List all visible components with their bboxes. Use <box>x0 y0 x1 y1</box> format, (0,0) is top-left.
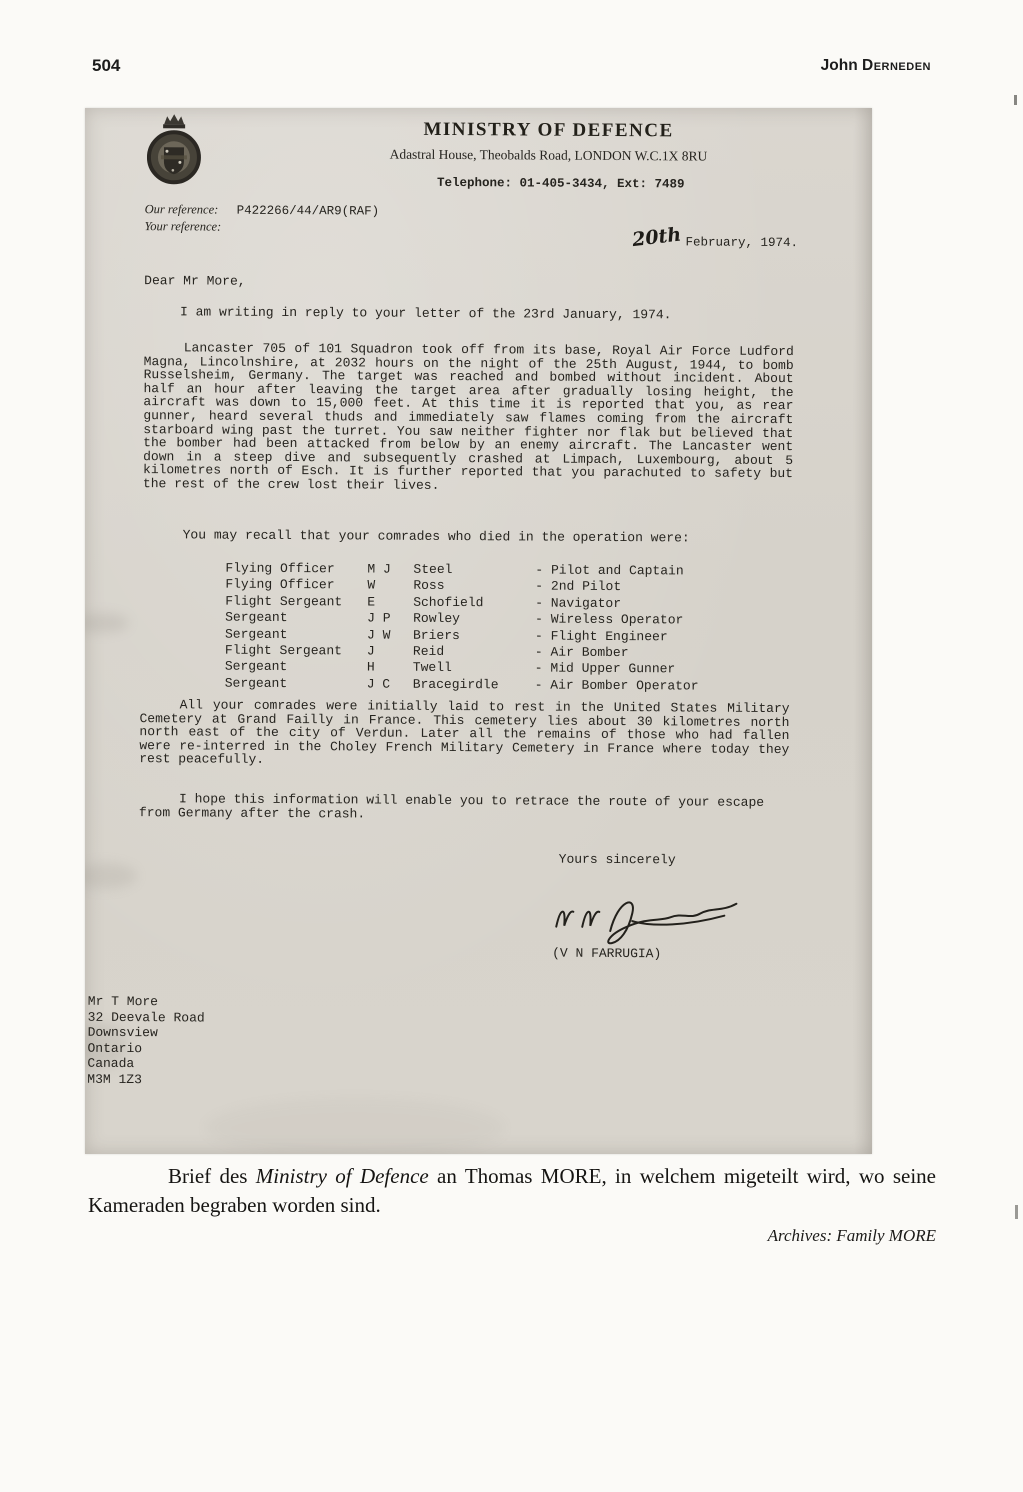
archive-credit: Archives: Family MORE <box>767 1226 936 1245</box>
crew-surname: Schofield <box>413 594 484 611</box>
ministry-title: MINISTRY OF DEFENCE <box>423 118 674 142</box>
crew-surname: Briers <box>412 627 460 643</box>
crew-rank: Sergeant <box>224 626 288 642</box>
ministry-address: Adastral House, Theobalds Road, LONDON W.C.1X 8RU <box>389 146 708 164</box>
closing-line: Yours sincerely <box>558 851 676 868</box>
recipient-line: Ontario <box>87 1040 143 1056</box>
crew-initials: H <box>366 659 375 675</box>
crew-initials: J C <box>366 676 391 692</box>
handwritten-date: 20th <box>631 223 683 252</box>
your-reference-label: Your reference: <box>144 218 222 234</box>
crew-initials: M J <box>367 561 391 577</box>
recipient-line: 32 Deevale Road <box>87 1009 205 1026</box>
crew-initials: E <box>367 594 376 610</box>
figure-caption <box>88 1162 936 1220</box>
page-speck <box>1015 1205 1018 1219</box>
recipient-line: M3M 1Z3 <box>87 1071 142 1088</box>
crew-role: - 2nd Pilot <box>535 578 622 595</box>
salutation: Dear Mr More, <box>144 273 246 289</box>
crew-initials: W <box>367 577 376 593</box>
paragraph-3: You may recall that your comrades who died in the operation were: <box>182 527 690 546</box>
telephone-line: Telephone: 01-405-3434, Ext: 7489 <box>436 175 685 192</box>
crew-rank: Flight Sergeant <box>224 642 343 659</box>
our-reference <box>145 203 380 219</box>
crew-rank: Sergeant <box>224 659 288 675</box>
our-reference-value: P422266/44/AR9(RAF) <box>236 203 380 219</box>
scanned-letter <box>85 108 872 1154</box>
page-header-author <box>821 57 931 75</box>
crew-surname: Rowley <box>413 610 460 627</box>
crew-role: - Air Bomber Operator <box>534 677 699 694</box>
author-last-name: Derneden <box>862 57 931 74</box>
crew-surname: Bracegirdle <box>412 676 499 693</box>
our-reference-label: Our reference: <box>144 202 219 217</box>
crew-surname: Reid <box>412 643 445 659</box>
recipient-address <box>87 994 205 1088</box>
caption-work-title: Ministry of Defence <box>255 1164 429 1188</box>
crew-role: - Air Bomber <box>534 644 629 661</box>
crew-surname: Steel <box>413 561 453 578</box>
reference-block <box>144 203 379 237</box>
crew-rank: Sergeant <box>224 675 288 691</box>
handwritten-signature-icon <box>548 891 748 952</box>
crew-role: - Pilot and Captain <box>535 562 684 579</box>
crew-rank: Flight Sergeant <box>225 593 343 610</box>
crew-initials: J W <box>366 627 391 643</box>
date-line <box>631 223 799 252</box>
crew-initials: J <box>366 643 375 659</box>
letter-body <box>85 108 872 1154</box>
caption-suffix: an Thomas MORE, in welchem migeteilt wird, wo seine Kameraden begraben worden sind. <box>88 1164 937 1217</box>
crew-rank: Flying Officer <box>225 560 335 577</box>
crew-initials: J P <box>367 610 391 626</box>
recipient-line: Canada <box>87 1056 135 1072</box>
crew-surname: Twell <box>412 660 452 676</box>
paragraph-2: Lancaster 705 of 101 Squadron took off from its base, Royal Air Force Ludford Magna, Lincolnshire, at 2032 hours on the night of the 25th August, 1944, to bomb Russelsheim, Germany. The target was reached and bombed without incident. About half an hour after leaving the target area after gradually losing height, the aircraft was down to 15,000 feet. At this time it is reported that you, as rear gunner, heard several thuds and immediately saw flames coming from the aircraft starboard wing past the turret. You saw neither fighter nor flak but believed that the bomber had been attacked from below by an enemy aircraft. The Lancaster went down in a steep dive and subsequently crashed at Limpach, Luxembourg, about 5 kilometres north of Esch. It is further reported that you parachuted to safety but the rest of the crew lost their lives. <box>142 340 794 493</box>
typed-signature: (V N FARRUGIA) <box>552 945 662 962</box>
crew-table <box>225 561 700 695</box>
crew-role: - Flight Engineer <box>534 628 668 644</box>
your-reference <box>144 220 379 235</box>
paragraph-1: I am writing in reply to your letter of the 23rd January, 1974. <box>179 304 672 323</box>
typed-date: February, 1974. <box>685 235 799 251</box>
crew-rank: Flying Officer <box>225 577 335 593</box>
paragraph-4: All your comrades were initially laid to rest in the United States Military Cemetery at Grand Failly in France. This cemetery lies about 30 kilometres north north east of the city of Verdun. Later all the remains of those who had fallen were re-interred in the Choley French Military Cemetery in France where today they rest peacefully. <box>139 697 790 768</box>
caption-prefix: Brief des <box>168 1164 256 1188</box>
paragraph-5: I hope this information will enable you to retrace the route of your escape from Germany after the crash. <box>138 791 765 822</box>
recipient-line: Mr T More <box>87 993 159 1010</box>
author-first-name: John <box>820 57 863 74</box>
page-number: 504 <box>92 56 121 75</box>
crew-role: - Wireless Operator <box>535 611 684 628</box>
crew-surname: Ross <box>413 578 445 594</box>
crew-role: - Navigator <box>535 595 622 611</box>
crew-rank: Sergeant <box>225 609 288 626</box>
recipient-line: Downsview <box>87 1024 158 1041</box>
page-speck <box>1014 95 1017 105</box>
crew-role: - Mid Upper Gunner <box>534 660 676 677</box>
